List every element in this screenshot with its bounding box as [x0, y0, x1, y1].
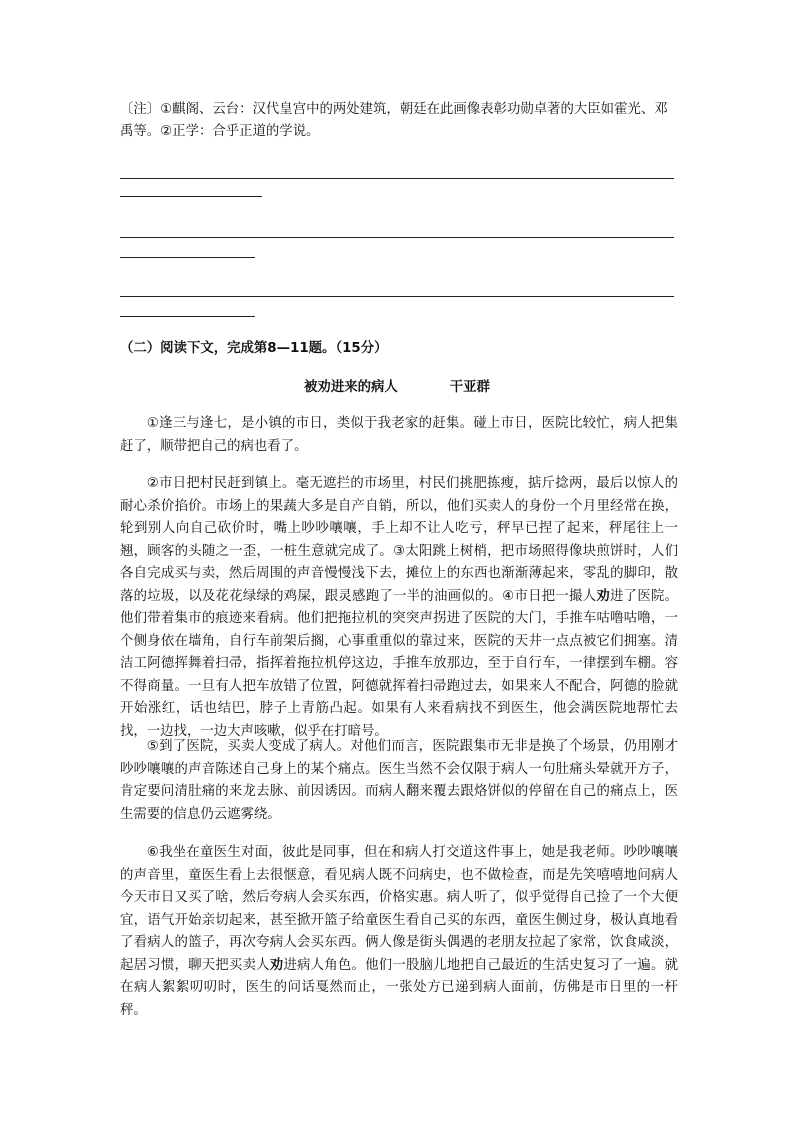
answer-line[interactable] — [120, 178, 674, 179]
article-author: 干亚群 — [449, 380, 490, 395]
answer-line[interactable] — [120, 237, 674, 238]
paragraph-2-text: ②市日把村民赶到镇上。毫无遮拦的市场里，村民们挑肥拣瘦，掂斤捻两，最后以惊人的耐心杀价掐价。市场上的果蔬大多是自产自销，所以，他们买卖人的身份一个月里经常在换，轮到别人向自己砍价时，嘴上吵吵嚷嚷，手上却不让人吃亏，秤早已捏了起来，秤尾往上一翘，顾客的头随之一歪，一桩生意就完成了。③太阳跳上树梢，把市场照得像块煎饼时，人们各自完成买与卖，然后周围的声音慢慢浅下去，摊位上的东西也渐渐薄起来，零乱的脚印，散落的垃圾，以及花花绿绿的鸡屎，跟灵感跑了一半的油画似的。④市日把一撮人 — [120, 476, 678, 604]
paragraph-2-text: 进了医院。他们带着集市的痕迹来看病。他们把拖拉机的突突声拐进了医院的大门，手推车咕噜咕噜，一个侧身依在墙角，自行车前架后搁，心事重重似的靠过来，医院的天井一点点被它们拥塞。清洁工阿德挥舞着扫帚，指挥着拖拉机停这边，手推车放那边，至于自行车，一律摆到车棚。容不得商量。一旦有人把车放错了位置，阿德就挥着扫帚跑过去，如果来人不配合，阿德的脸就开始涨红，话也结巴，脖子上青筋凸起。如果有人来看病找不到医生，他会满医院地帮忙去找，一边找，一边大声咳嗽，似乎在打暗号。 — [120, 588, 679, 739]
article-title: 被劝进来的病人 — [304, 380, 398, 395]
answer-line[interactable] — [120, 316, 255, 317]
paragraph-2 — [120, 473, 678, 743]
paragraph-4-text: ⑥我坐在童医生对面，彼此是同事，但在和病人打交道这件事上，她是我老师。吵吵嚷嚷的声音里，童医生看上去很惬意，看见病人既不问病史，也不做检查，而是先笑嘻嘻地问病人今天市日又买了啥，然后夸病人会买东西，价格实惠。病人听了，似乎觉得自己捡了一个大便宜，语气开始亲切起来，甚至掀开篮子给童医生看自己买的东西，童医生侧过身，极认真地看了看病人的篮子，再次夸病人会买东西。俩人像是街头偶遇的老朋友拉起了家常，饮食咸淡，起居习惯，聊天把买卖人 — [120, 845, 678, 973]
paragraph-1: ①逢三与逢七，是小镇的市日，类似于我老家的赶集。碰上市日，医院比较忙，病人把集赶了，顺带把自己的病也看了。 — [120, 416, 678, 454]
paragraph-3: ⑤到了医院，买卖人变成了病人。对他们而言，医院跟集市无非是换了个场景，仍用刚才吵吵嚷嚷的声音陈述自己身上的某个痛点。医生当然不会仅限于病人一句肚痛头晕就开方子，肯定要问清肚痛的来龙去脉、前因诱因。而病人翻来覆去跟烙饼似的停留在自己的痛点上，医生需要的信息仍云遮雾绕。 — [120, 739, 678, 822]
emphasis-word: 劝 — [596, 588, 611, 604]
article-title-line — [0, 378, 794, 398]
answer-line[interactable] — [120, 296, 674, 297]
answer-line[interactable] — [120, 196, 262, 197]
paragraph-4-text: 进病人角色。他们一股脑儿地把自己最近的生活史复习了一遍。就在病人絮絮叨叨时，医生的问话戛然而止，一张处方已递到病人面前，仿佛是市日里的一杆秤。 — [120, 957, 679, 1018]
emphasis-word: 劝 — [269, 957, 284, 973]
footnote: 〔注〕①麒阁、云台：汉代皇宫中的两处建筑，朝廷在此画像表彰功勋卓著的大臣如霍光、邓禹等。②正学：合乎正道的学说。 — [120, 102, 668, 139]
answer-line[interactable] — [120, 257, 255, 258]
paragraph-4 — [120, 842, 678, 1022]
section-heading: （二）阅读下文，完成第8—11题。（15分） — [120, 341, 388, 356]
